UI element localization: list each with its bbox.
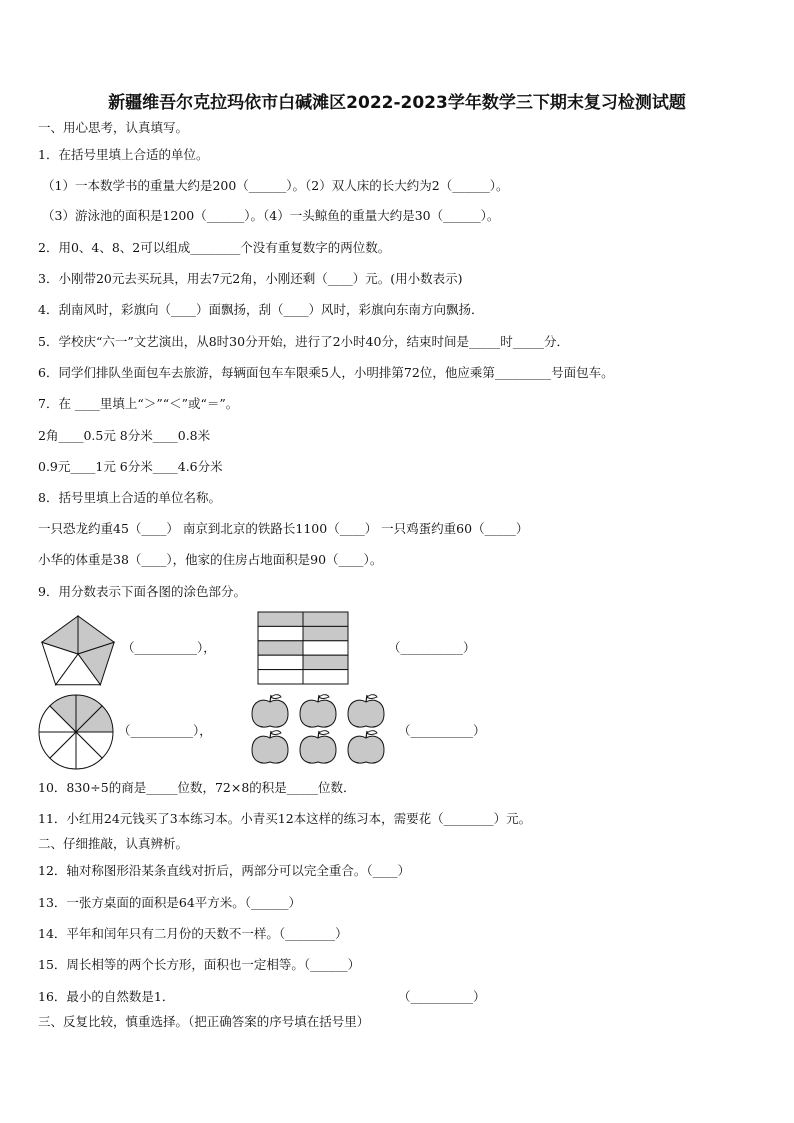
answer-blank-grid: （__________） bbox=[388, 640, 476, 655]
grid-cell bbox=[258, 626, 303, 640]
grid-cell bbox=[303, 670, 348, 684]
grid-cell bbox=[303, 626, 348, 640]
question-15: 15．周长相等的两个长方形，面积也一定相等。（______） bbox=[38, 957, 361, 972]
apple-icon bbox=[348, 695, 384, 727]
shaded-circle-figure bbox=[36, 692, 116, 772]
answer-blank-question-16: （__________） bbox=[398, 989, 486, 1004]
grid-cell bbox=[258, 655, 303, 669]
question-3: 3．小刚带20元去买玩具，用去7元2角，小刚还剩（____）元。(用小数表示) bbox=[38, 271, 463, 286]
grid-cell bbox=[258, 670, 303, 684]
answer-blank-circle: （__________）， bbox=[118, 723, 212, 738]
answer-blank-apples: （__________） bbox=[398, 723, 486, 738]
shaded-pentagon-figure bbox=[36, 610, 120, 690]
question-16: 16．最小的自然数是1． bbox=[38, 989, 175, 1004]
grid-cell bbox=[303, 655, 348, 669]
question-6: 6．同学们排队坐面包车去旅游，每辆面包车车限乘5人，小明排第72位，他应乘第_________号面包车。 bbox=[38, 365, 614, 380]
apple-icon bbox=[348, 731, 384, 763]
section-2-heading: 二、仔细推敲，认真辨析。 bbox=[38, 836, 189, 851]
grid-cell bbox=[303, 612, 348, 626]
section-1-heading: 一、用心思考，认真填写。 bbox=[38, 120, 189, 135]
grid-cell bbox=[303, 641, 348, 655]
shaded-grid-figure bbox=[256, 610, 350, 686]
question-5: 5．学校庆“六一”文艺演出，从8时30分开始，进行了2小时40分，结束时间是_____时_____分． bbox=[38, 334, 569, 349]
question-7-row-b: 0.9元____1元 6分米____4.6分米 bbox=[38, 459, 223, 474]
question-7: 7．在 ____里填上“＞”“＜”或“＝”。 bbox=[38, 396, 239, 411]
question-10: 10．830÷5的商是_____位数，72×8的积是_____位数． bbox=[38, 780, 356, 795]
apple-icon bbox=[252, 731, 288, 763]
question-8-row-b: 小华的体重是38（____），他家的住房占地面积是90（____）。 bbox=[38, 552, 383, 567]
section-3-heading: 三、反复比较，慎重选择。（把正确答案的序号填在括号里） bbox=[38, 1014, 370, 1029]
grid-cell bbox=[258, 612, 303, 626]
apples-figure bbox=[250, 692, 390, 768]
question-1: 1．在括号里填上合适的单位。 bbox=[38, 147, 209, 162]
question-1-part-a: （1）一本数学书的重量大约是200（______）。（2）双人床的长大约为2（______）。 bbox=[42, 178, 509, 193]
apple-icon bbox=[252, 695, 288, 727]
question-7-row-a: 2角____0.5元 8分米____0.8米 bbox=[38, 428, 211, 443]
grid-cell bbox=[258, 641, 303, 655]
question-8: 8．括号里填上合适的单位名称。 bbox=[38, 490, 221, 505]
page-title: 新疆维吾尔克拉玛依市白碱滩区2022-2023学年数学三下期末复习检测试题 bbox=[108, 93, 686, 113]
question-1-part-b: （3）游泳池的面积是1200（______）。（4）一头鲸鱼的重量大约是30（______）。 bbox=[42, 208, 500, 223]
question-13: 13．一张方桌面的面积是64平方米。（______） bbox=[38, 895, 302, 910]
answer-blank-pentagon: （__________）， bbox=[122, 640, 216, 655]
question-14: 14．平年和闰年只有二月份的天数不一样。（________） bbox=[38, 926, 348, 941]
question-11: 11．小红用24元钱买了3本练习本。小青买12本这样的练习本，需要花（________）元。 bbox=[38, 811, 532, 826]
question-12: 12．轴对称图形沿某条直线对折后，两部分可以完全重合。（____） bbox=[38, 863, 411, 878]
question-2: 2．用0、4、8、2可以组成________个没有重复数字的两位数。 bbox=[38, 240, 391, 255]
apple-icon bbox=[300, 695, 336, 727]
apple-icon bbox=[300, 731, 336, 763]
question-4: 4．刮南风时，彩旗向（____）面飘扬，刮（____）风时，彩旗向东南方向飘扬． bbox=[38, 302, 484, 317]
question-8-row-a: 一只恐龙约重45（____） 南京到北京的铁路长1100（____） 一只鸡蛋约重60（_____） bbox=[38, 521, 529, 536]
question-9: 9．用分数表示下面各图的涂色部分。 bbox=[38, 584, 246, 599]
